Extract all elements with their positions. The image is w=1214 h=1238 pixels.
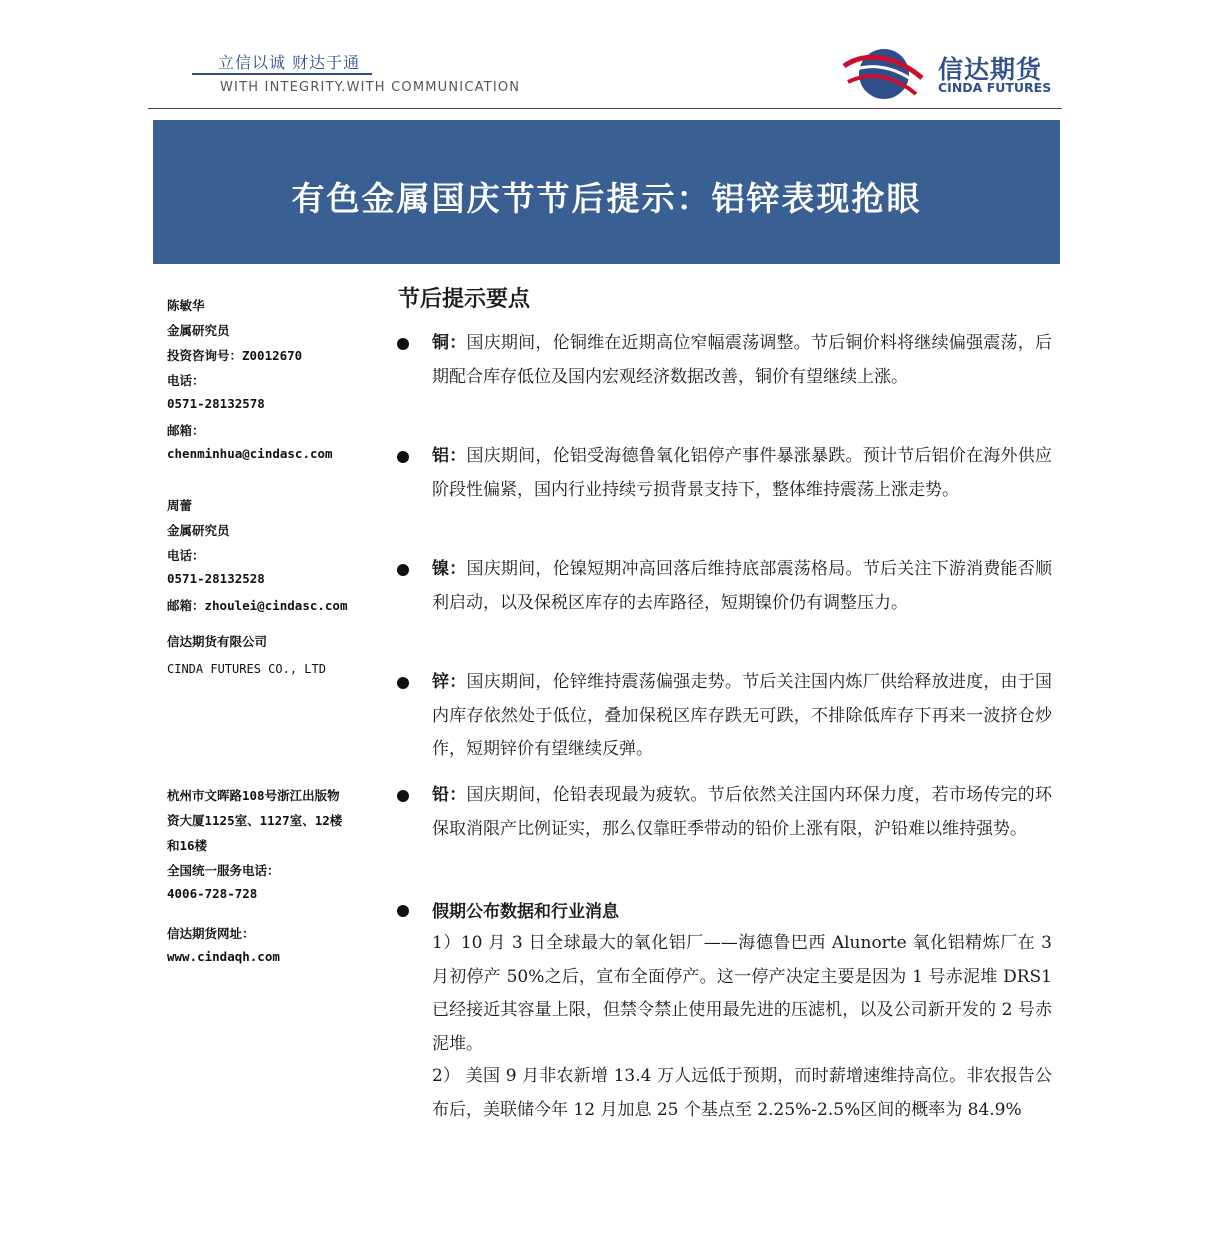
- lead-metal-lead: 铅：: [432, 785, 467, 805]
- header-divider: [148, 108, 1062, 109]
- lead-metal-paragraph: [432, 779, 1052, 846]
- slogan-underline: [192, 73, 372, 75]
- zinc-paragraph: [432, 666, 1052, 767]
- address-line-3: 和16楼: [167, 838, 208, 853]
- analyst1-email-label: 邮箱：: [167, 423, 205, 438]
- title-banner: [153, 120, 1060, 264]
- bullet-nickel: [397, 564, 409, 576]
- company-english-name: CINDA FUTURES CO., LTD: [167, 662, 326, 676]
- nickel-text: 国庆期间，伦镍短期冲高回落后维持底部震荡格局。节后关注下游消费能否顺利启动，以及保税区库存的去库路径，短期镍价仍有调整压力。: [432, 559, 1053, 613]
- analyst1-email[interactable]: chenminhua@cindasc.com: [167, 446, 333, 461]
- logo-english-name: CINDA FUTURES: [938, 80, 1052, 95]
- company-chinese-name: 信达期货有限公司: [167, 634, 268, 649]
- website-url[interactable]: www.cindaqh.com: [167, 949, 280, 964]
- address-line-2: 资大厦1125室、1127室、12楼: [167, 813, 343, 828]
- bullet-lead-metal: [397, 790, 409, 802]
- analyst2-phone-label: 电话：: [167, 548, 205, 563]
- analyst2-role: 金属研究员: [167, 523, 230, 538]
- report-title: 有色金属国庆节节后提示：铝锌表现抢眼: [291, 179, 922, 218]
- analyst2-phone: 0571-28132528: [167, 571, 265, 586]
- holiday-news-title: 假期公布数据和行业消息: [432, 902, 619, 922]
- hotline-label: 全国统一服务电话：: [167, 863, 280, 878]
- bullet-copper: [397, 338, 409, 350]
- analyst2-email[interactable]: 邮箱：zhoulei@cindasc.com: [167, 598, 348, 613]
- analyst1-phone: 0571-28132578: [167, 396, 265, 411]
- website-label: 信达期货网址：: [167, 926, 255, 941]
- zinc-text: 国庆期间，伦锌维持震荡偏强走势。节后关注国内炼厂供给释放进度，由于国内库存依然处于低位，叠加保税区库存跌无可跌，不排除低库存下再来一波挤仓炒作，短期锌价有望继续反弹。: [432, 672, 1053, 760]
- hotline-number: 4006-728-728: [167, 886, 258, 901]
- news-item-1: 1）10 月 3 日全球最大的氧化铝厂——海德鲁巴西 Alunorte 氧化铝精炼厂在 3 月初停产 50%之后，宣布全面停产。这一停产决定主要是因为 1 号赤泥堆 DRS1 已经接近其容量上限，但禁令禁止使用最先进的压滤机，以及公司新开发的 2 号赤泥堆。: [432, 933, 1052, 1054]
- lead-metal-text: 国庆期间，伦铅表现最为疲软。节后依然关注国内环保力度，若市场传完的环保取消限产比例证实，那么仅靠旺季带动的铅价上涨有限，沪铅难以维持强势。: [432, 785, 1053, 839]
- nickel-paragraph: [432, 553, 1052, 620]
- analyst1-license: 投资咨询号：Z0012670: [167, 348, 303, 363]
- aluminum-text: 国庆期间，伦铝受海德鲁氧化铝停产事件暴涨暴跌。预计节后铝价在海外供应阶段性偏紧，国内行业持续亏损背景支持下，整体维持震荡上涨走势。: [432, 446, 1053, 500]
- cinda-logo-icon: [842, 44, 924, 100]
- news-item-2: 2） 美国 9 月非农新增 13.4 万人远低于预期，而时薪增速维持高位。非农报告公布后，美联储今年 12 月加息 25 个基点至 2.25%-2.5%区间的概率为 84.9%: [432, 1066, 1052, 1120]
- aluminum-lead: 铝：: [432, 446, 467, 466]
- aluminum-paragraph: [432, 440, 1052, 507]
- copper-lead: 铜：: [432, 333, 467, 353]
- slogan-english: WITH INTEGRITY.WITH COMMUNICATION: [220, 80, 521, 95]
- slogan-chinese: 立信以诚 财达于通: [218, 53, 361, 72]
- address-line-1: 杭州市文晖路108号浙江出版物: [167, 788, 340, 803]
- copper-text: 国庆期间，伦铜维在近期高位窄幅震荡调整。节后铜价料将继续偏强震荡，后期配合库存低位及国内宏观经济数据改善，铜价有望继续上涨。: [432, 333, 1053, 387]
- zinc-lead: 锌：: [432, 672, 467, 692]
- analyst2-name: 周蕾: [167, 498, 193, 513]
- bullet-holiday-news: [397, 905, 409, 917]
- copper-paragraph: [432, 327, 1052, 394]
- analyst1-phone-label: 电话：: [167, 373, 205, 388]
- section-title: 节后提示要点: [398, 286, 531, 312]
- analyst1-name: 陈敏华: [167, 298, 205, 313]
- bullet-zinc: [397, 677, 409, 689]
- bullet-aluminum: [397, 451, 409, 463]
- logo-chinese-name: 信达期货: [938, 55, 1043, 84]
- nickel-lead: 镍：: [432, 559, 467, 579]
- analyst1-role: 金属研究员: [167, 323, 230, 338]
